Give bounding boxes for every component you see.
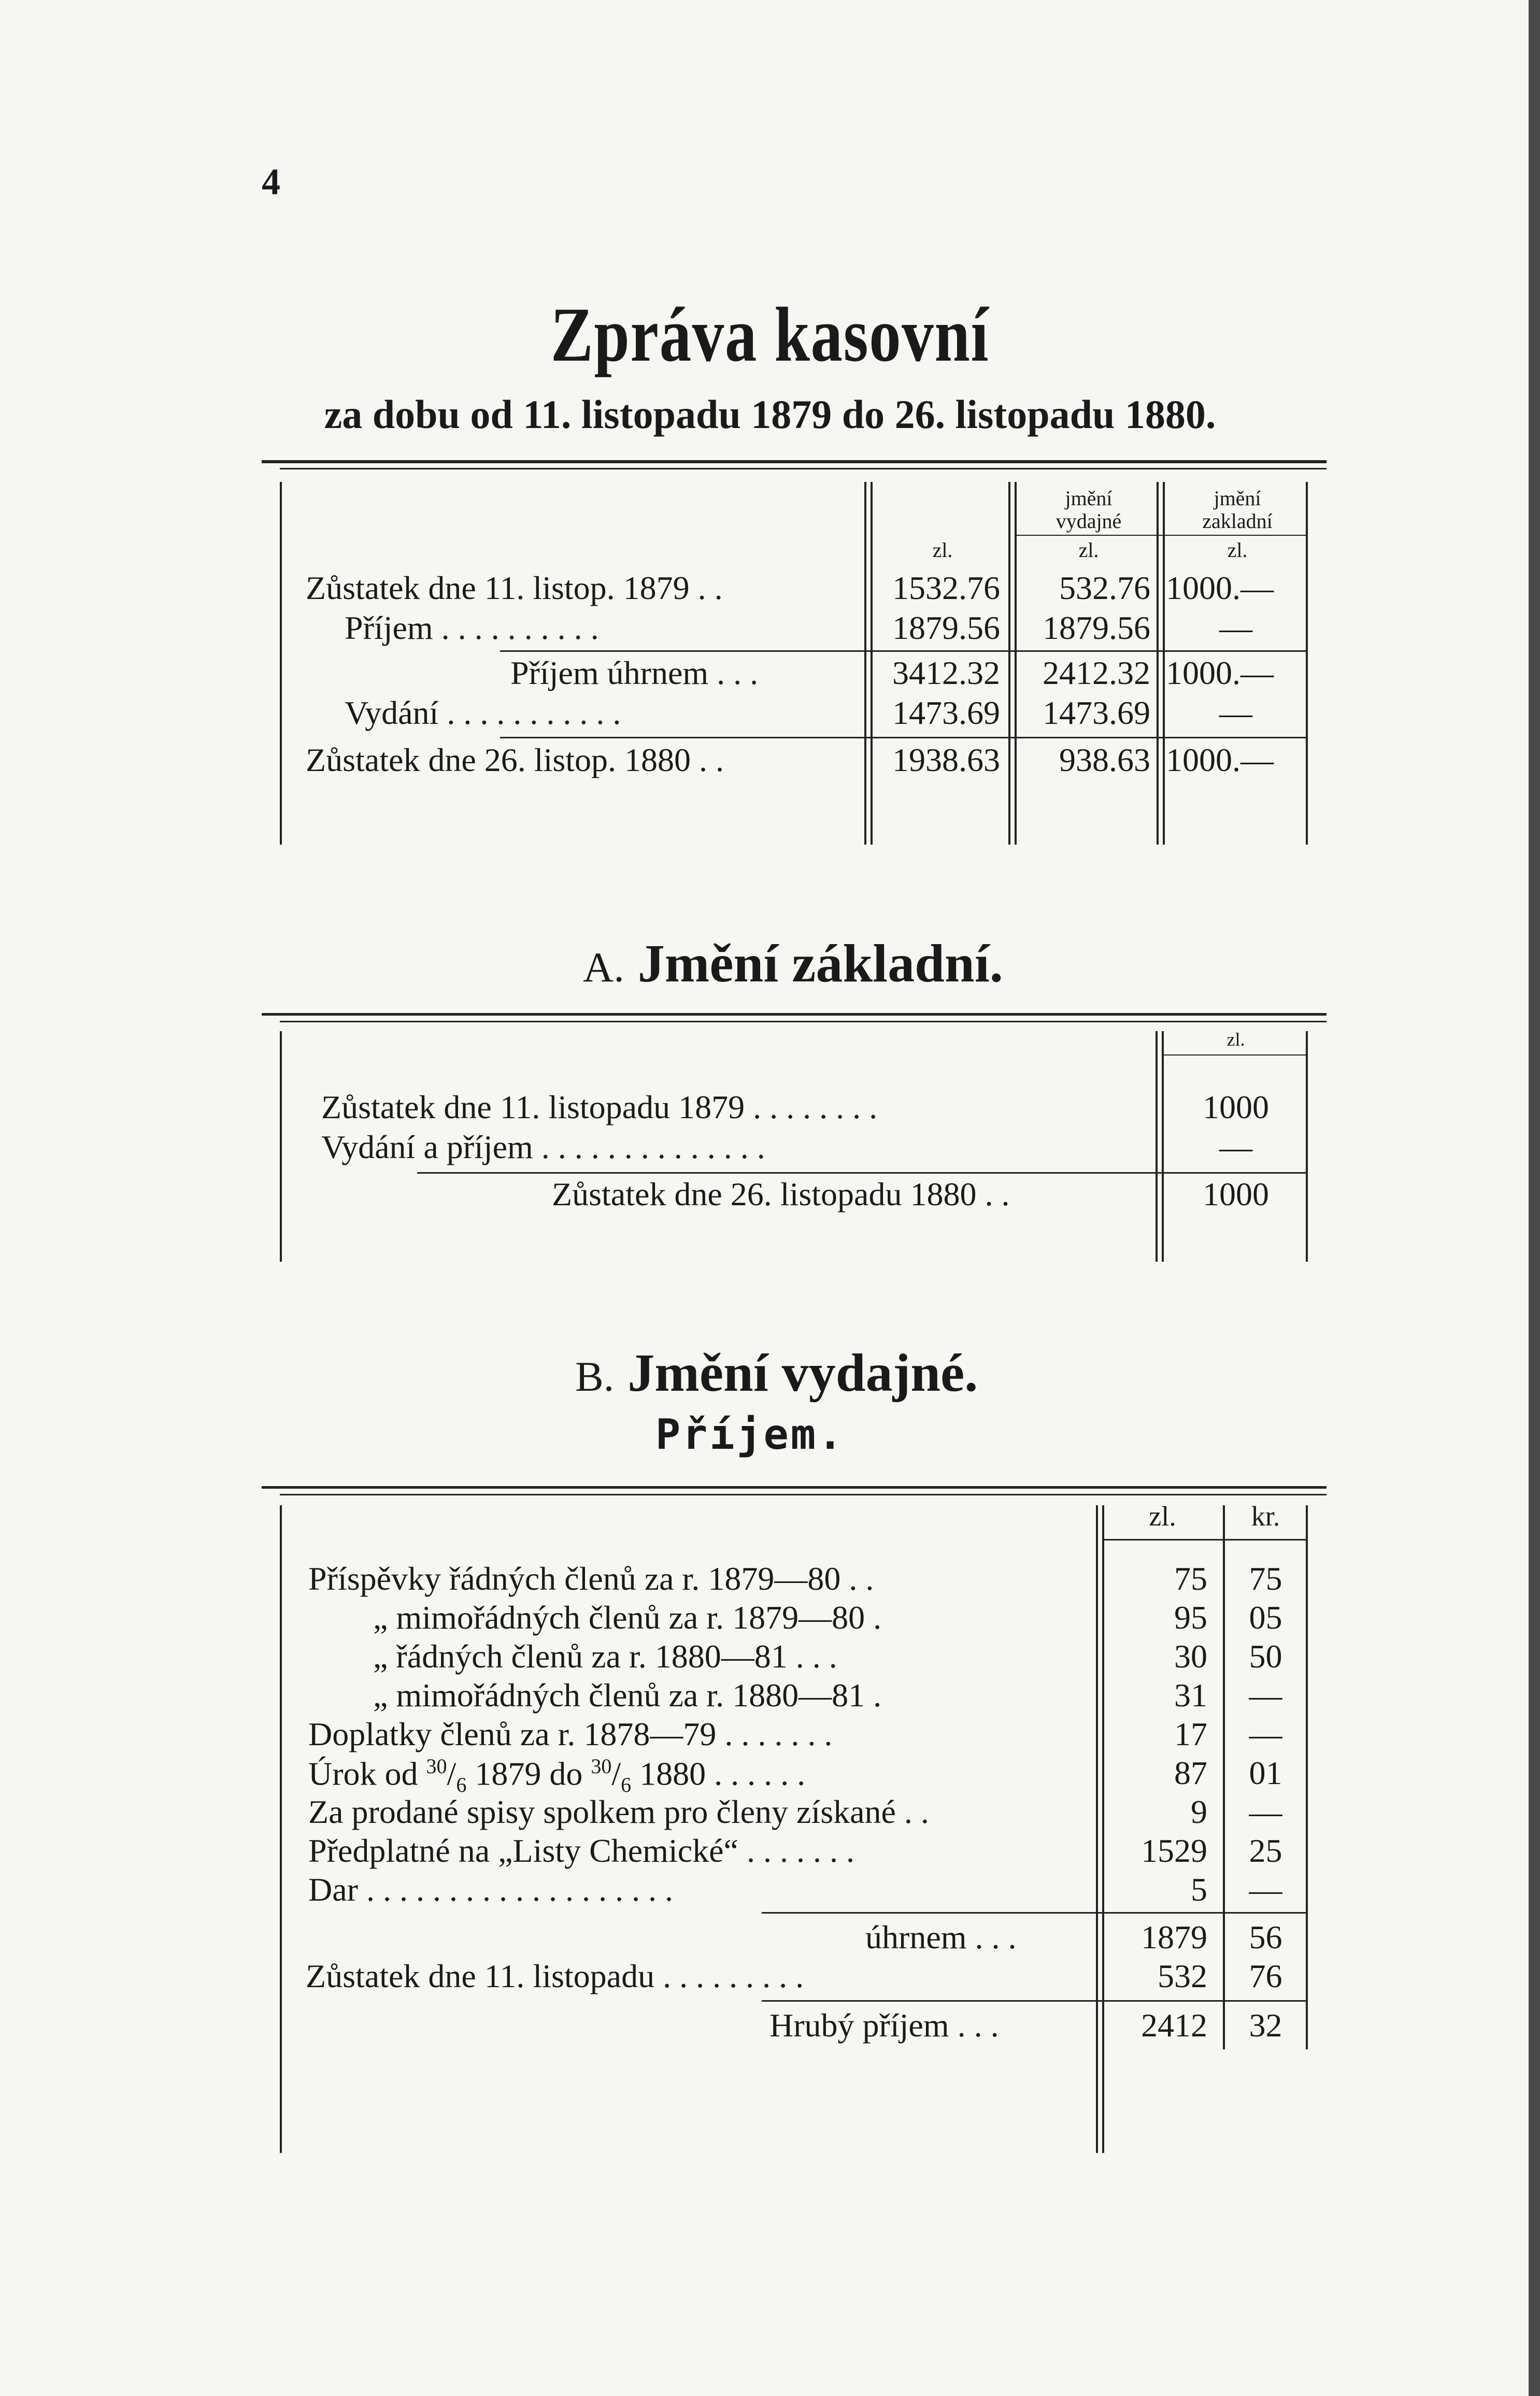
sum-rule (762, 2000, 1306, 2002)
section-a-row-value: 1000 (1203, 1089, 1269, 1125)
summary-row-total: 3412.32 (892, 654, 1000, 691)
section-b-row-kr: 05 (1249, 1599, 1282, 1636)
summary-row-label: Zůstatek dne 26. listop. 1880 . . (306, 741, 724, 778)
summary-row-vydajne: 2412.32 (1043, 654, 1150, 691)
section-a-title: Jmění základní. (637, 934, 1003, 993)
column-rule (280, 1031, 282, 1262)
section-b-row-kr: 25 (1249, 1832, 1282, 1869)
rule (262, 1486, 1327, 1489)
section-a-row-label: Zůstatek dne 26. listopadu 1880 . . (552, 1176, 1010, 1213)
header-zakladni-top: jmění (1214, 487, 1261, 510)
summary-row-label: Příjem . . . . . . . . . . (345, 609, 599, 646)
zustatek-label: Zůstatek dne 11. listopadu . . . . . . . . . (306, 1958, 804, 1994)
section-b-row-zl: 31 (1174, 1677, 1207, 1714)
rule (262, 460, 1327, 463)
section-b-subheading: Příjem. (655, 1410, 845, 1459)
section-a-row-value: — (1219, 1129, 1252, 1165)
header-vydajne-unit: zl. (1078, 538, 1099, 562)
section-b-row-kr: 75 (1249, 1560, 1282, 1597)
header-zakladni-bottom: zakladní (1202, 509, 1273, 533)
header-rule (1102, 1539, 1306, 1541)
section-a-unit: zl. (1227, 1029, 1245, 1050)
label-suffix: 1880 . . . . . . (639, 1755, 806, 1792)
header-vydajne-top: jmění (1065, 487, 1113, 510)
uhrnem-zl: 1879 (1141, 1919, 1207, 1956)
summary-row-zakladni: — (1219, 609, 1252, 646)
column-rule (1162, 1031, 1164, 1262)
column-rule (1306, 1031, 1308, 1262)
section-b-row-kr: — (1249, 1793, 1282, 1830)
section-b-row-label: Dar . . . . . . . . . . . . . . . . . . . (308, 1871, 673, 1908)
section-b-row-zl: 17 (1174, 1716, 1207, 1752)
column-rule (1157, 482, 1159, 845)
label-mid: 1879 do (475, 1755, 583, 1792)
rule (280, 468, 1327, 469)
summary-row-total: 1473.69 (892, 694, 1000, 731)
rule (262, 1013, 1327, 1016)
summary-row-label: Zůstatek dne 11. listop. 1879 . . (306, 569, 723, 606)
column-rule (280, 482, 282, 845)
section-b-row-label: Za prodané spisy spolkem pro členy získané . . (308, 1793, 929, 1830)
zustatek-zl: 532 (1158, 1958, 1207, 1994)
section-b-row-zl: 30 (1174, 1638, 1207, 1675)
column-rule (1223, 1505, 1225, 2049)
section-b-row-zl: 1529 (1141, 1832, 1207, 1869)
section-b-row-label: Příspěvky řádných členů za r. 1879—80 . . (308, 1560, 874, 1597)
page-number: 4 (262, 161, 280, 203)
section-b-row-kr: — (1249, 1871, 1282, 1908)
section-b-row-label: „ mimořádných členů za r. 1879—80 . (373, 1599, 882, 1636)
summary-row-vydajne: 1879.56 (1043, 609, 1150, 646)
section-b-row-kr: 01 (1249, 1755, 1282, 1791)
hruby-kr: 32 (1249, 2007, 1282, 2044)
page-title: Zpráva kasovní (550, 292, 990, 378)
fraction-denominator: 6 (456, 1773, 467, 1797)
section-b-row-label: „ mimořádných členů za r. 1880—81 . (373, 1677, 882, 1714)
sum-rule (762, 1912, 1306, 1914)
column-rule (864, 482, 866, 845)
sum-rule (417, 1172, 1306, 1174)
header-rule (1015, 535, 1306, 536)
summary-row-vydajne: 938.63 (1059, 741, 1150, 778)
header-zakladni-unit: zl. (1227, 538, 1248, 562)
page-edge (1529, 0, 1540, 2396)
summary-row-zakladni: 1000.— (1166, 654, 1274, 691)
column-rule (280, 1505, 282, 2153)
section-b-row-zl: 5 (1191, 1871, 1207, 1908)
section-b-row-label: Doplatky členů za r. 1878—79 . . . . . . . (308, 1716, 833, 1752)
fraction-numerator: 30 (426, 1755, 447, 1778)
summary-row-vydajne: 1473.69 (1043, 694, 1150, 731)
section-b-row-label: Předplatné na „Listy Chemické“ . . . . . . . (308, 1832, 854, 1869)
section-a-row-value: 1000 (1203, 1176, 1269, 1213)
section-a-heading (583, 933, 1003, 994)
column-rule (1306, 1505, 1308, 2049)
section-b-row-kr: 50 (1249, 1638, 1282, 1675)
rule (280, 1494, 1327, 1495)
section-b-unit-kr: kr. (1251, 1501, 1280, 1532)
section-b-row-label: „ řádných členů za r. 1880—81 . . . (373, 1638, 837, 1675)
section-b-row-zl: 9 (1191, 1793, 1207, 1830)
hruby-label: Hrubý příjem . . . (769, 2007, 999, 2044)
column-rule (1008, 482, 1010, 845)
column-rule (1163, 482, 1165, 845)
fraction-denominator: 6 (621, 1773, 632, 1797)
summary-row-zakladni: 1000.— (1166, 569, 1274, 606)
summary-row-zakladni: 1000.— (1166, 741, 1274, 778)
section-b-row-label: Úrok od $^{30}/_6$ 1879 do $^{30}/_6$ 1880 . . . . . . (308, 1755, 806, 1797)
summary-row-total: 1532.76 (892, 569, 1000, 606)
section-a-row-label: Zůstatek dne 11. listopadu 1879 . . . . . . . . (321, 1089, 878, 1125)
header-rule (1162, 1054, 1306, 1056)
section-b-row-kr: — (1249, 1677, 1282, 1714)
section-b-row-zl: 95 (1174, 1599, 1207, 1636)
column-rule (1156, 1031, 1158, 1262)
sum-rule (500, 650, 1306, 652)
header-vydajne-bottom: vydajné (1056, 509, 1122, 533)
hruby-zl: 2412 (1141, 2007, 1207, 2044)
fraction-numerator: 30 (591, 1755, 612, 1778)
column-rule (1306, 482, 1308, 845)
column-rule (1096, 1505, 1098, 2153)
summary-row-label: Vydání . . . . . . . . . . . (345, 694, 621, 731)
zustatek-kr: 76 (1249, 1958, 1282, 1994)
summary-row-label: Příjem úhrnem . . . (510, 654, 759, 691)
label-prefix: Úrok od (308, 1755, 418, 1792)
section-b-row-kr: — (1249, 1716, 1282, 1752)
section-b-heading (575, 1342, 978, 1404)
section-a-letter: A. (583, 944, 624, 991)
section-b-unit-zl: zl. (1149, 1501, 1176, 1532)
summary-row-vydajne: 532.76 (1059, 569, 1150, 606)
section-a-row-label: Vydání a příjem . . . . . . . . . . . . . . (321, 1129, 765, 1165)
section-b-row-zl: 75 (1174, 1560, 1207, 1597)
uhrnem-label: úhrnem . . . (865, 1919, 1017, 1956)
section-b-title: Jmění vydajné. (628, 1343, 978, 1403)
summary-row-total: 1879.56 (892, 609, 1000, 646)
header-total-unit: zl. (932, 538, 953, 562)
summary-row-zakladni: — (1219, 694, 1252, 731)
column-rule (871, 482, 873, 845)
rule (280, 1021, 1327, 1022)
sum-rule (500, 737, 1306, 738)
section-b-row-zl: 87 (1174, 1755, 1207, 1791)
uhrnem-kr: 56 (1249, 1919, 1282, 1956)
summary-row-total: 1938.63 (892, 741, 1000, 778)
page-subtitle: za dobu od 11. listopadu 1879 do 26. listopadu 1880. (324, 392, 1216, 437)
section-b-letter: B. (575, 1353, 615, 1400)
